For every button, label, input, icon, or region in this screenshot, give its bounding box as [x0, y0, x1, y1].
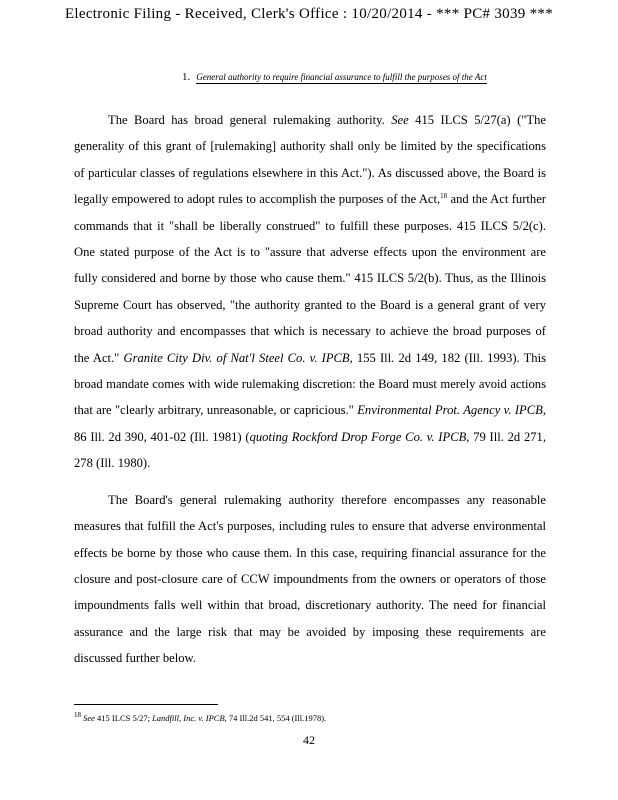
case-citation-granite-city: Granite City Div. of Nat'l Steel Co. v. IPCB — [123, 350, 350, 365]
case-citation-rockford: quoting Rockford Drop Forge Co. v. IPCB — [249, 429, 467, 444]
para1-sentence-3: and the Act further commands that it "shall be liberally construed" to fulfill these purposes. 415 ILCS 5/2(c). One stated purpose of the Act is to "assure that adverse effects upon the environment are fully considered and borne by those who cause them." 415 ILCS 5/2(b). Thus, as the Illinois Supreme Court has observed, "the authority granted to the Board is a general grant of very broad authority and encompasses that which is necessary to achieve the broad purposes of the Act." — [74, 192, 546, 365]
footnote-case-name: Landfill, Inc. v. IPCB — [152, 713, 225, 723]
para1-sentence-2: 415 ILCS 5/27(a) ("The generality of this grant of [rulemaking] authority shall only be limited by the specifications of particular classes of regulations elsewhere in this Act."). As discussed above, the Board is legally empowered to adopt rules to accomplish the purposes of the Act, — [74, 113, 546, 207]
footnote-divider — [74, 704, 218, 705]
footnote-marker: 18 — [440, 192, 448, 201]
body-text — [74, 107, 546, 672]
section-number: 1. — [182, 71, 191, 83]
para1-sentence-5: , 86 Ill. 2d 390, 401-02 (Ill. 1981) ( — [74, 403, 547, 444]
signal-see: See — [391, 113, 409, 127]
footnote-reporter: , 74 Ill.2d 541, 554 (Ill.1978). — [224, 713, 327, 723]
footnote-statute: 415 ILCS 5/27; — [97, 713, 150, 723]
para1-sentence-1: The Board has broad general rulemaking authority. — [108, 113, 385, 127]
footnote-number: 18 — [74, 711, 81, 720]
page-number: 42 — [303, 733, 315, 747]
footnote-signal-see: See — [83, 713, 95, 723]
footnote-18 — [74, 713, 546, 723]
section-title: General authority to require financial assurance to fulfill the purposes of the Act — [196, 72, 487, 82]
para1-sentence-6: , 79 Ill. 2d 271, 278 (Ill. 1980). — [74, 429, 546, 471]
case-citation-epa: Environmental Prot. Agency v. IPCB — [357, 403, 543, 418]
filing-stamp-header: Electronic Filing - Received, Clerk's Office : 10/20/2014 - *** PC# 3039 *** — [64, 6, 554, 22]
paragraph-2: The Board's general rulemaking authority therefore encompasses any reasonable measures that fulfill the Act's purposes, including rules to ensure that adverse environmental effects be borne by those who cause them. In this case, requiring financial assurance for the closure and post-closure care of CCW impoundments from the owners or operators of those impoundments falls well within that broad, discretionary authority. The need for financial assurance and the large risk that may be avoided by imposing these requirements are discussed further below. — [74, 492, 546, 666]
paragraph-1 — [74, 107, 546, 477]
section-heading — [182, 71, 542, 83]
para1-sentence-4: , 155 Ill. 2d 149, 182 (Ill. 1993). This broad mandate comes with wide rulemaking discretion: the Board must merely avoid actions that are "clearly arbitrary, unreasonable, or capricious." — [74, 350, 546, 418]
